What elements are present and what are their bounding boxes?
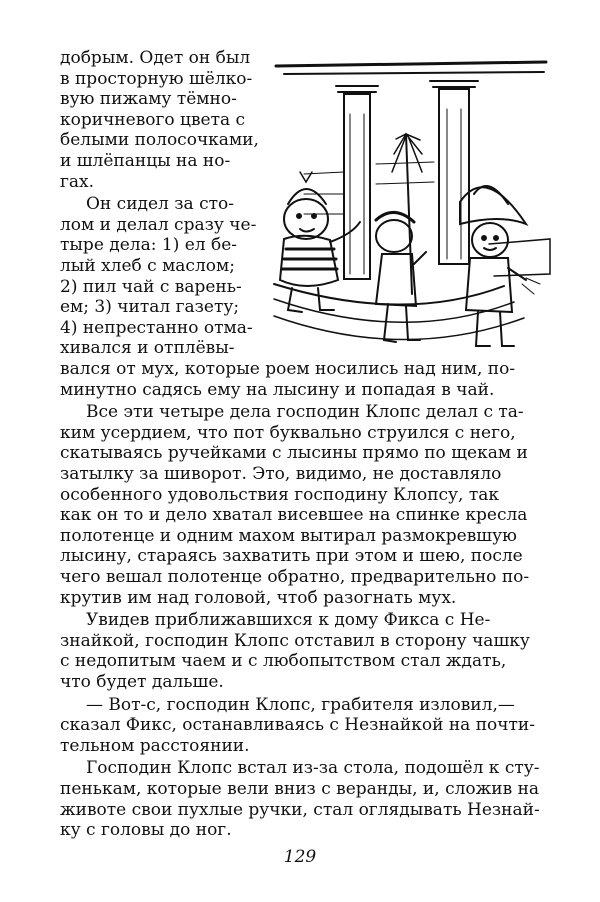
text-line: особенного удовольствия господину Клопсу, так [60,484,500,505]
text-line: Увидев приближавшихся к дому Фикса с Не- [86,610,491,631]
text-line: с недопитым чаем и с любопытством стал ждать, [60,651,507,672]
text-line: тельном расстоянии. [60,735,250,756]
text-line: животе свои пухлые ручки, стал оглядывать Незнай- [60,799,540,820]
text-line: полотенце и одним махом вытирал размокревшую [60,525,517,546]
text-line: скатываясь ручейками с лысины прямо по щекам и [60,443,528,464]
text-line: ким усердием, что пот буквально струился с него, [60,422,516,443]
text-line: сказал Фикс, останавливаясь с Незнайкой на почти- [60,715,535,736]
text-line: что будет дальше. [60,672,224,692]
text-line: хивался и отплёвы- [60,338,235,359]
text-line: коричневого цвета с [60,109,246,130]
text-line: как он то и дело хватал висевшее на спинке кресла [60,505,528,526]
text-line: знайкой, господин Клопс отставил в сторону чашку [60,630,530,651]
illustration-veranda [264,54,552,372]
text-line: Все эти четыре дела господин Клопс делал с та- [86,402,524,423]
text-line: лый хлеб с маслом; [60,256,235,276]
text-line: крутив им над головой, чтоб разогнать мух. [60,587,457,608]
text-line: тыре дела: 1) ел бе- [60,235,238,256]
text-line: вую пижаму тёмно- [60,89,237,110]
text-line: пенькам, которые вели вниз с веранды, и, сложив на [60,779,540,799]
text-line: ку с головы до ног. [60,820,232,841]
text-line: минутно садясь ему на лысину и попадая в чай. [60,379,495,400]
text-line: — Вот-с, господин Клопс, грабителя изловил,— [86,694,515,715]
text-line: лом и делал сразу че- [60,214,257,235]
text-line: Он сидел за сто- [86,194,234,215]
text-line: белыми полосочками, [60,130,259,151]
text-line: чего вешал полотенце обратно, предварительно по- [60,567,530,587]
text-line: ем; 3) читал газету; [60,297,240,318]
page-number: 129 [283,846,317,867]
text-line: вался от мух, которые роем носились над ним, по- [60,359,516,379]
text-line: 2) пил чай с варень- [60,276,242,297]
text-line: Господин Клопс встал из-за стола, подошёл к сту- [86,758,540,779]
text-line: в просторную шёлко- [60,68,253,89]
text-line: лысину, стараясь захватить при этом и шею, после [60,546,523,567]
text-line: гах. [60,171,95,192]
text-line: добрым. Одет он был [60,48,251,68]
text-line: затылку за шиворот. Это, видимо, не доставляло [60,464,502,484]
text-line: и шлёпанцы на но- [60,151,231,171]
text-line: 4) непрестанно отма- [60,317,253,338]
